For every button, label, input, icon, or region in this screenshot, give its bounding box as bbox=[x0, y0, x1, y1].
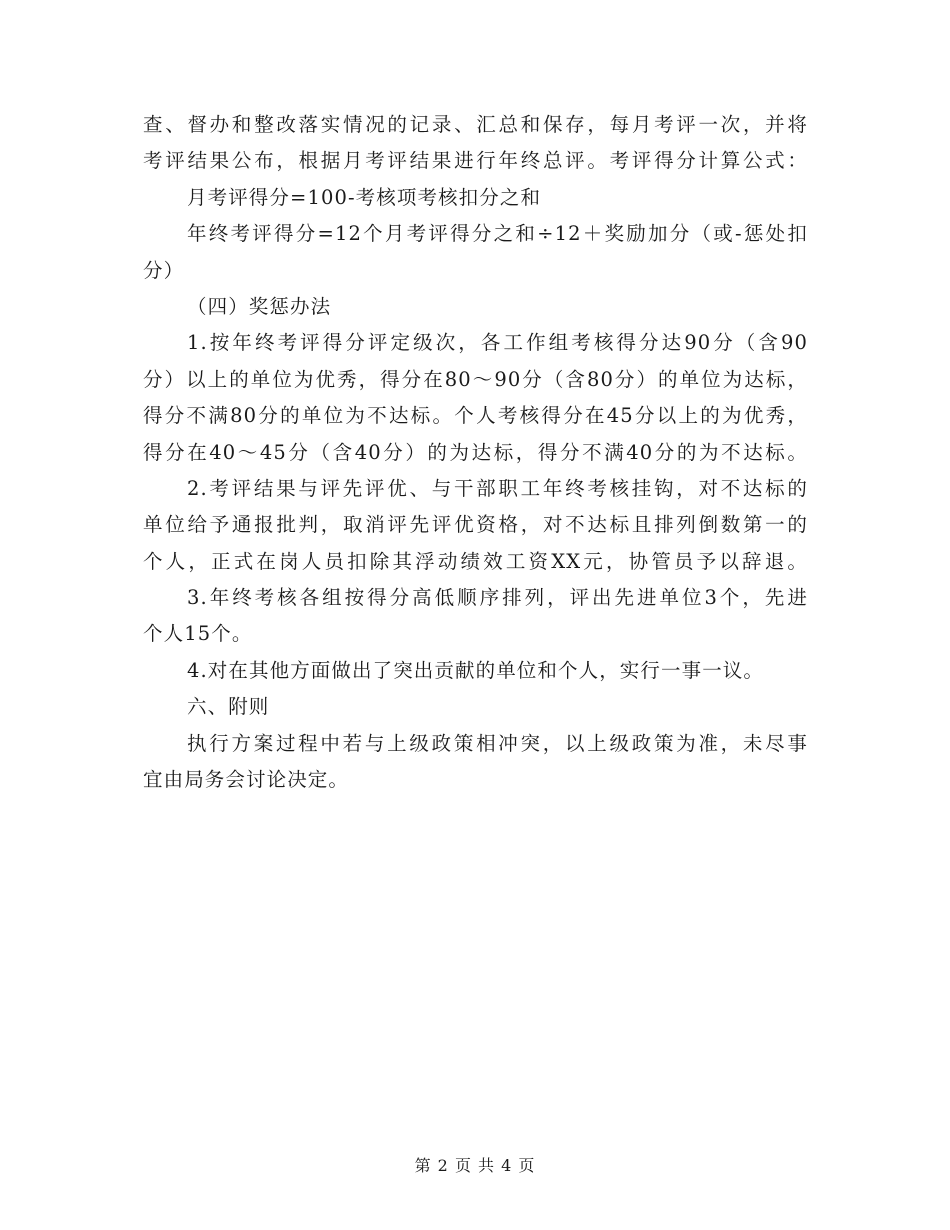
body-text-line: 个人，正式在岗人员扣除其浮动绩效工资XX元，协管员予以辞退。 bbox=[143, 549, 808, 573]
body-text-line: （四）奖惩办法 bbox=[187, 294, 332, 318]
body-text-line: 六、附则 bbox=[187, 695, 270, 719]
body-text-line: 得分不满80分的单位为不达标。个人考核得分在45分以上的为优秀， bbox=[143, 404, 808, 428]
body-text-line: 考评结果公布，根据月考评结果进行年终总评。考评得分计算公式： bbox=[143, 149, 808, 173]
body-text-line: 个人15个。 bbox=[143, 622, 253, 646]
body-text-line: 得分在40～45分（含40分）的为达标，得分不满40分的为不达标。 bbox=[143, 440, 808, 464]
body-text-line: 执行方案过程中若与上级政策相冲突，以上级政策为准，未尽事 bbox=[187, 731, 808, 755]
body-text-line: 1.按年终考评得分评定级次，各工作组考核得分达90分（含90 bbox=[187, 331, 808, 355]
body-text-line: 年终考评得分=12个月考评得分之和÷12＋奖励加分（或-惩处扣 bbox=[187, 222, 808, 246]
page-footer: 第 2 页 共 4 页 bbox=[414, 1156, 536, 1175]
body-text-line: 4.对在其他方面做出了突出贡献的单位和个人，实行一事一议。 bbox=[187, 658, 765, 682]
body-text-line: 2.考评结果与评先评优、与干部职工年终考核挂钩，对不达标的 bbox=[187, 476, 808, 500]
body-text-line: 月考评得分=100-考核项考核扣分之和 bbox=[187, 185, 542, 209]
document-body bbox=[143, 107, 808, 798]
body-text-line: 3.年终考核各组按得分高低顺序排列，评出先进单位3个，先进 bbox=[187, 586, 808, 610]
body-text-line: 分） bbox=[143, 258, 185, 282]
body-text-line: 宜由局务会讨论决定。 bbox=[143, 768, 350, 792]
body-text-line: 分）以上的单位为优秀，得分在80～90分（含80分）的单位为达标， bbox=[143, 367, 808, 391]
body-text-line: 单位给予通报批判，取消评先评优资格，对不达标且排列倒数第一的 bbox=[143, 513, 808, 537]
body-text-line: 查、督办和整改落实情况的记录、汇总和保存，每月考评一次，并将 bbox=[143, 113, 808, 136]
